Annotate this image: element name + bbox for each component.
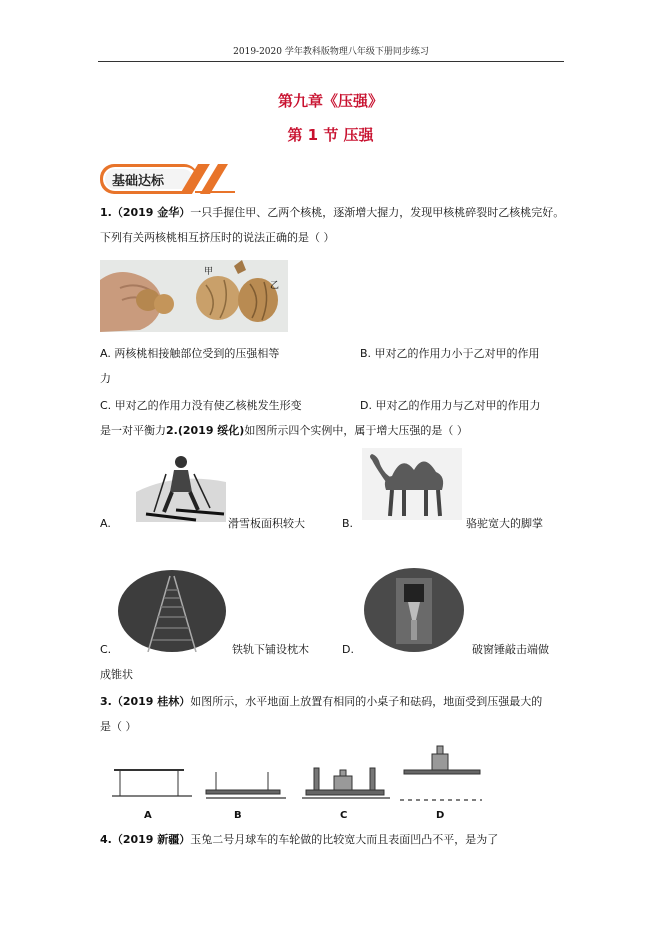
walnut-label-yi: 乙 [270, 281, 280, 291]
q1-option-d-cont: 是一对平衡力 [100, 424, 166, 437]
q1-d-cont-q2-line [100, 423, 468, 439]
figure-label-d: D [436, 810, 445, 821]
q2-b-caption: 骆驼宽大的脚掌 [466, 517, 543, 530]
walnut-label-jia: 甲 [204, 267, 214, 277]
q1-option-d: D. 甲对乙的作用力与乙对甲的作用力 [360, 399, 541, 412]
q1-tag: 1.（2019 金华） [100, 206, 191, 219]
figure-a [112, 770, 192, 796]
camel-image [362, 448, 462, 520]
figure-label-c: C [340, 810, 348, 821]
q2-c-letter: C. [100, 643, 112, 656]
q4-text: 玉兔二号月球车的车轮做的比较宽大而且表面凹凸不平，是为了 [190, 833, 499, 846]
table-weights-illustration [108, 742, 488, 812]
q2-tag: 2.(2019 绥化) [166, 424, 245, 437]
q2-b-letter: B. [342, 517, 354, 530]
q2-text: 如图所示四个实例中，属于增大压强的是（ ） [244, 424, 468, 437]
figure-d [400, 746, 482, 800]
q4-line [100, 832, 498, 848]
walnut-photo [100, 260, 288, 332]
page-header: 2019-2020 学年教科版物理八年级下册同步练习 [233, 47, 429, 57]
q2-d-caption-cont: 成锥状 [100, 668, 133, 681]
figure-label-a: A [144, 810, 152, 821]
q4-tag: 4.（2019 新疆） [100, 833, 191, 846]
window-hammer-image [364, 568, 464, 652]
figure-c [302, 768, 390, 798]
figure-label-b: B [234, 810, 242, 821]
q1-option-c: C. 甲对乙的作用力没有使乙核桃发生形变 [100, 399, 302, 412]
railway-image [118, 570, 226, 652]
q1-text-1: 一只手握住甲、乙两个核桃，逐渐增大握力，发现甲核桃碎裂时乙核桃完好。 [190, 206, 565, 219]
q1-line2: 下列有关两核桃相互挤压时的说法正确的是（ ） [100, 231, 335, 244]
window-hammer-illustration [364, 568, 464, 652]
q3-text-1: 如图所示，水平地面上放置有相同的小桌子和砝码，地面受到压强最大的 [190, 695, 543, 708]
q2-a-letter: A. [100, 517, 111, 530]
badge-label: 基础达标 [112, 174, 165, 189]
q1-option-b-cont: 力 [100, 372, 111, 385]
skier-image [136, 452, 226, 522]
q1-line1 [100, 205, 564, 221]
table-weights-figure [108, 742, 488, 824]
basic-level-badge [100, 164, 235, 194]
section-title: 第 1 节 压强 [287, 126, 374, 144]
skier-illustration [136, 452, 226, 522]
header-divider [98, 61, 564, 62]
q3-line1 [100, 694, 542, 710]
q2-d-caption: 破窗锤敲击端做 [472, 643, 549, 656]
q3-tag: 3.（2019 桂林） [100, 695, 191, 708]
camel-illustration [362, 448, 462, 520]
q2-a-caption: 滑雪板面积较大 [228, 517, 305, 530]
walnut-illustration [100, 260, 288, 332]
figure-b [206, 772, 286, 798]
q3-line2: 是（ ） [100, 720, 137, 733]
q1-option-b: B. 甲对乙的作用力小于乙对甲的作用 [360, 347, 540, 360]
chapter-title: 第九章《压强》 [277, 92, 383, 110]
q2-c-caption: 铁轨下铺设枕木 [232, 643, 309, 656]
q2-d-letter: D. [342, 643, 354, 656]
q1-option-a: A. 两核桃相接触部位受到的压强相等 [100, 347, 280, 360]
railway-illustration [118, 570, 226, 652]
